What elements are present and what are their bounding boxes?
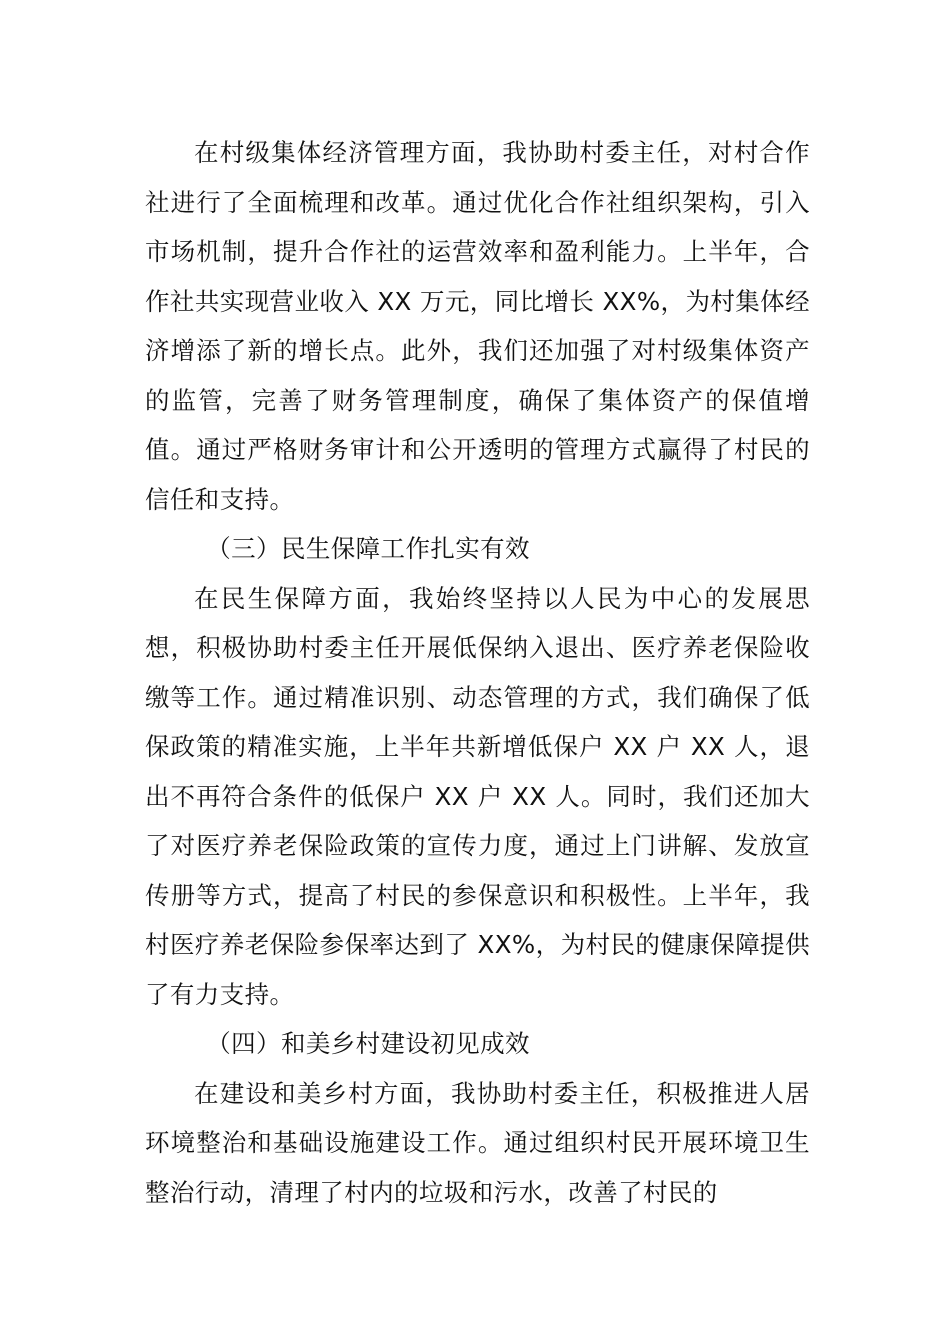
- section-heading-livelihood: （三）民生保障工作扎实有效: [206, 534, 530, 563]
- paragraph-livelihood: 在民生保障方面，我始终坚持以人民为中心的发展思想，积极协助村委主任开展低保纳入退出、医疗养老保险收缴等工作。通过精准识别、动态管理的方式，我们确保了低保政策的精准实施，上半年共新增低保户 XX 户 XX 人，退出不再符合条件的低保户 XX 户 XX 人。同时，我们还加大了对医疗养老保险政策的宣传力度，通过上门讲解、发放宣传册等方式，提高了村民的参保意识和积极性。上半年，我村医疗养老保险参保率达到了 XX%，为村民的健康保障提供了有力支持。: [145, 583, 810, 1009]
- section-heading-village-construction: （四）和美乡村建设初见成效: [206, 1029, 530, 1058]
- paragraph-collective-economy: 在村级集体经济管理方面，我协助村委主任，对村合作社进行了全面梳理和改革。通过优化合作社组织架构，引入市场机制，提升合作社的运营效率和盈利能力。上半年，合作社共实现营业收入 XX 万元，同比增长 XX%，为村集体经济增添了新的增长点。此外，我们还加强了对村级集体资产的监管，完善了财务管理制度，确保了集体资产的保值增值。通过严格财务审计和公开透明的管理方式赢得了村民的信任和支持。: [145, 138, 810, 514]
- document-body: [145, 128, 810, 1217]
- paragraph-village-construction: 在建设和美乡村方面，我协助村委主任，积极推进人居环境整治和基础设施建设工作。通过组织村民开展环境卫生整治行动，清理了村内的垃圾和污水，改善了村民的: [145, 1078, 810, 1207]
